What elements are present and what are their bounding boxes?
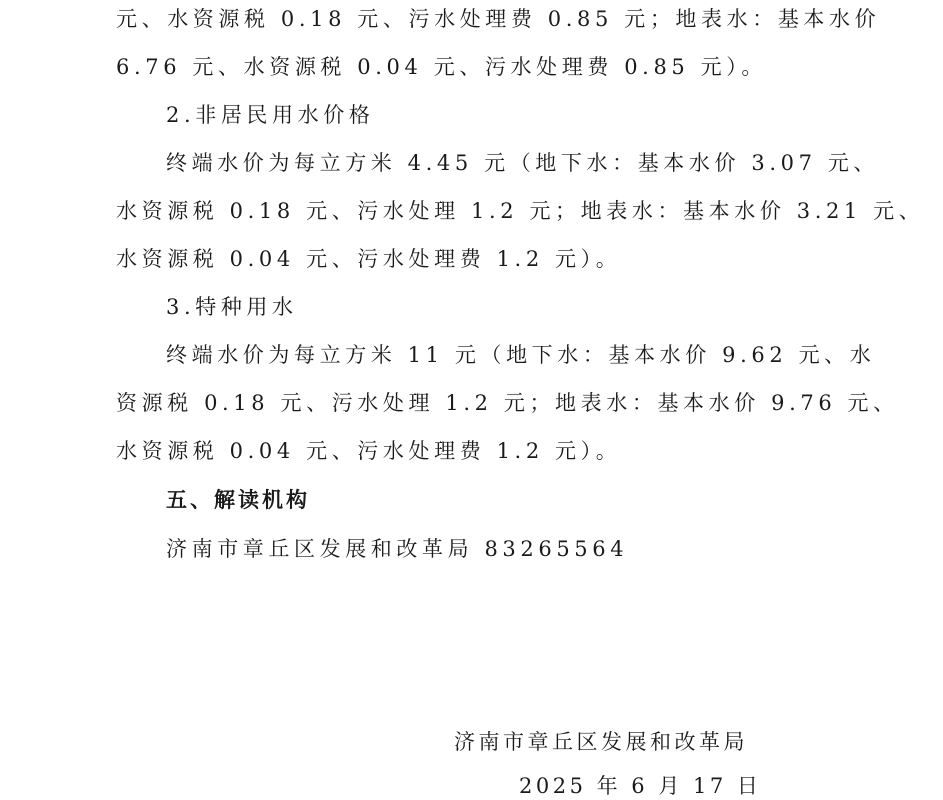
subheading-special-water-use: 3.特种用水 bbox=[166, 295, 298, 319]
body-line-8: 终端水价为每立方米 11 元（地下水：基本水价 9.62 元、水 bbox=[166, 343, 876, 367]
body-line-2: 6.76 元、水资源税 0.04 元、污水处理费 0.85 元）。 bbox=[116, 55, 767, 79]
subheading-non-resident-water-price: 2.非居民用水价格 bbox=[166, 103, 375, 127]
section-heading: 五、解读机构 bbox=[166, 488, 310, 512]
body-line-4: 终端水价为每立方米 4.45 元（地下水：基本水价 3.07 元、 bbox=[166, 151, 880, 175]
body-line-5: 水资源税 0.18 元、污水处理 1.2 元；地表水：基本水价 3.21 元、 bbox=[116, 199, 925, 223]
body-line-9: 资源税 0.18 元、污水处理 1.2 元；地表水：基本水价 9.76 元、 bbox=[116, 391, 899, 415]
body-line-6: 水资源税 0.04 元、污水处理费 1.2 元）。 bbox=[116, 247, 622, 271]
contact-line: 济南市章丘区发展和改革局 83265564 bbox=[166, 537, 629, 561]
body-line-1: 元、水资源税 0.18 元、污水处理费 0.85 元；地表水：基本水价 bbox=[116, 7, 881, 31]
body-line-10: 水资源税 0.04 元、污水处理费 1.2 元）。 bbox=[116, 439, 622, 463]
signature-organization: 济南市章丘区发展和改革局 bbox=[454, 730, 748, 754]
signature-date: 2025 年 6 月 17 日 bbox=[519, 774, 762, 798]
